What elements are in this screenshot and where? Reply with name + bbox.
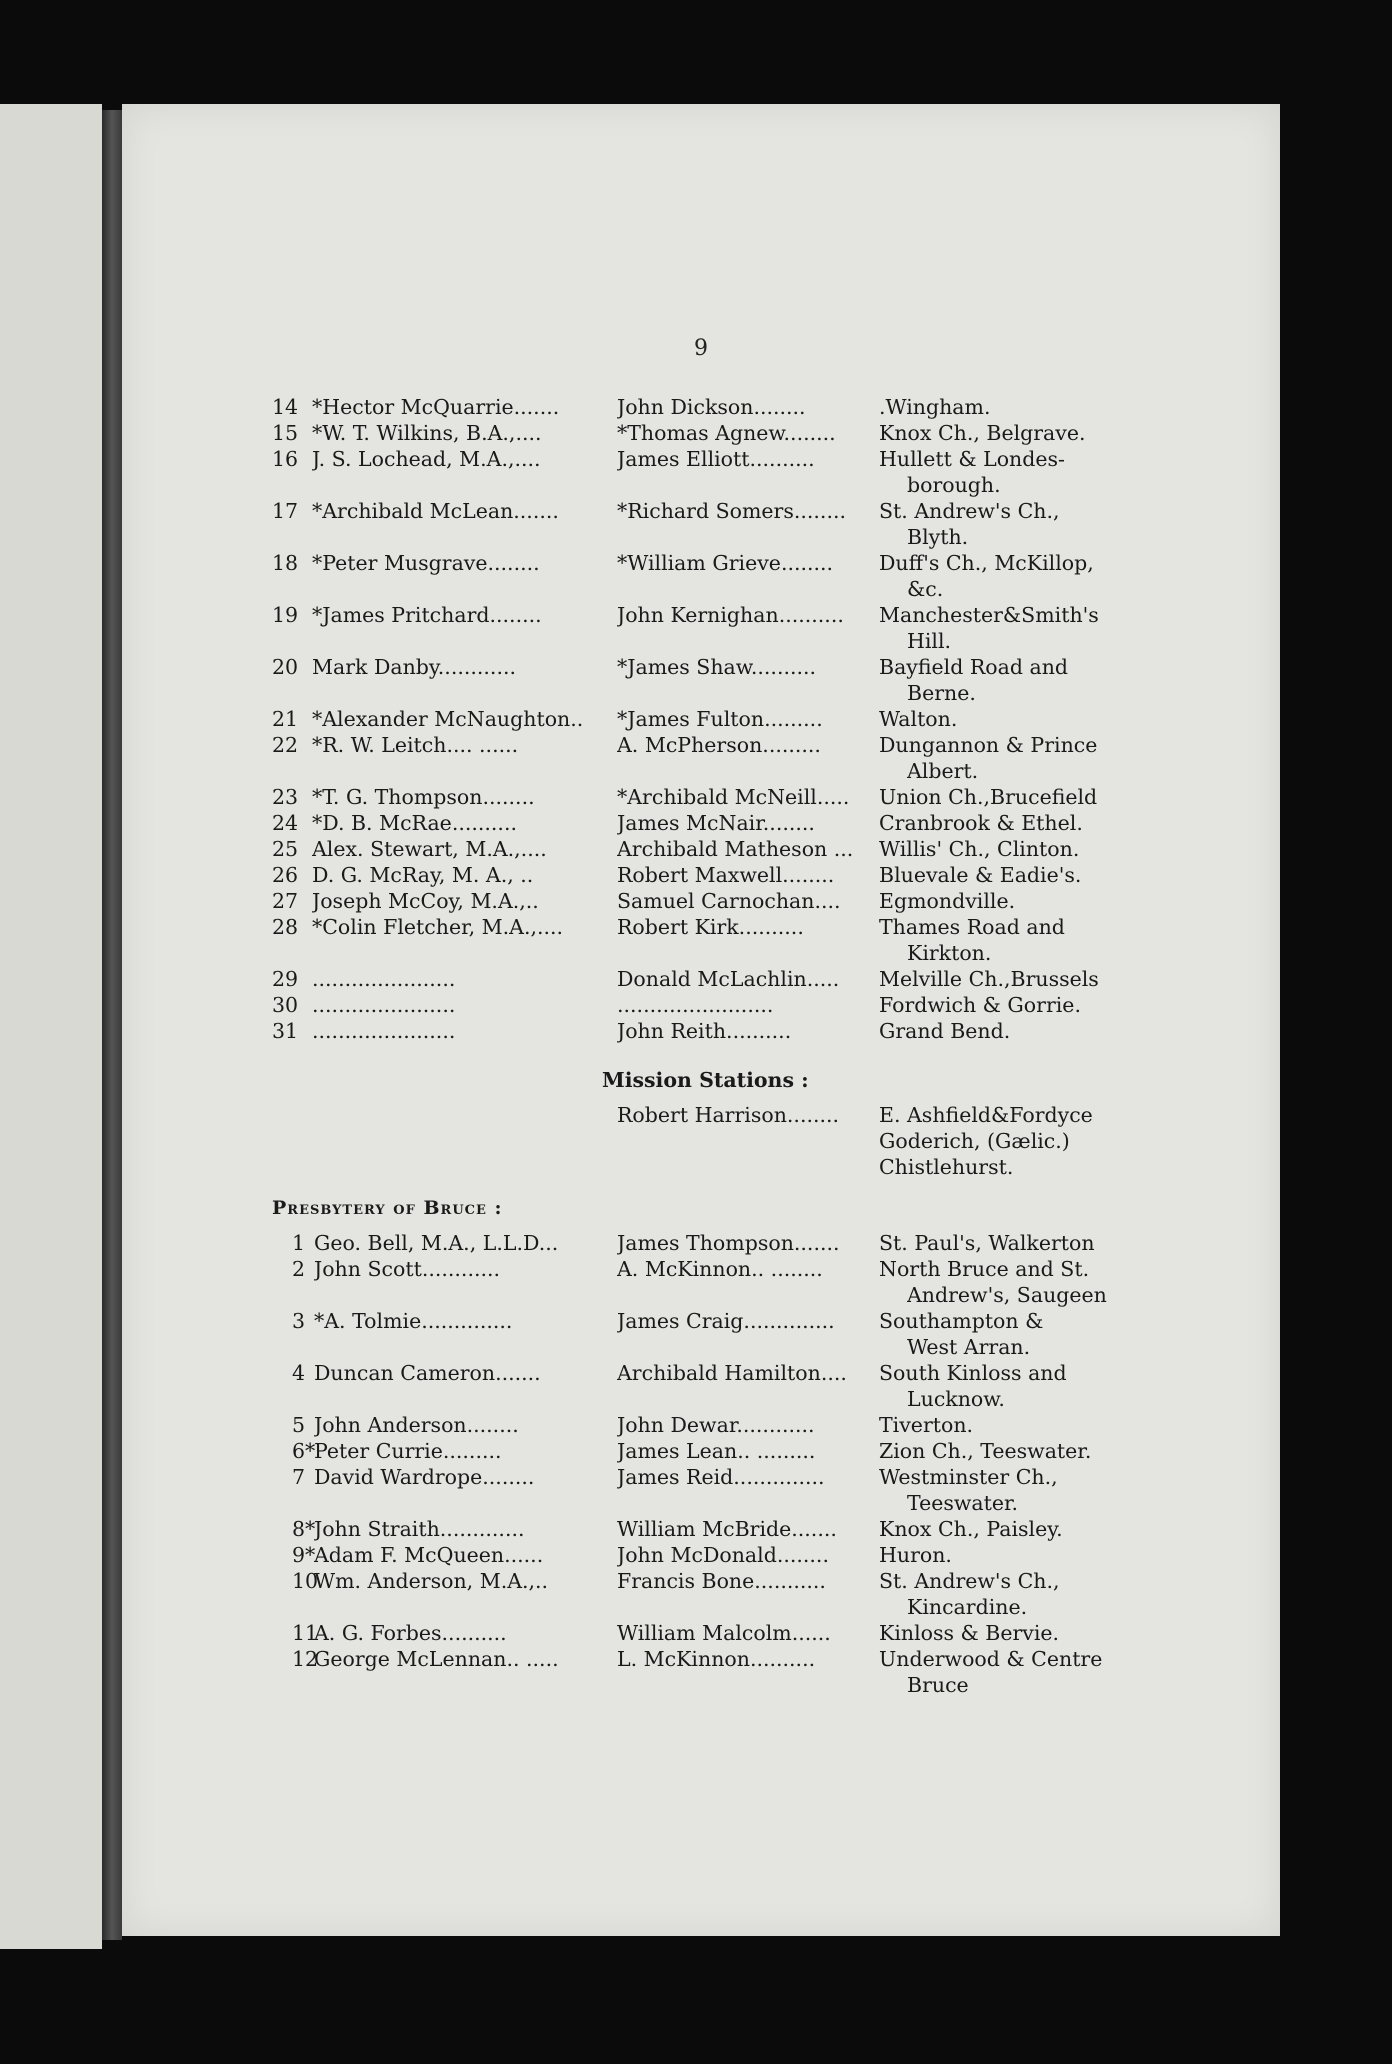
elder-name: John Reith.......... [617, 1019, 792, 1043]
congregation-name: Grand Bend. [879, 1019, 1011, 1043]
congregation-continuation: Berne. [907, 681, 976, 705]
book-gutter [102, 110, 122, 1940]
entry-row [272, 1230, 1132, 1256]
minister-name: *A. Tolmie.............. [314, 1309, 513, 1333]
congregation-name: Fordwich & Gorrie. [879, 993, 1081, 1017]
elder-name: A. McKinnon.. ........ [617, 1257, 823, 1281]
elder-name: James Lean.. ......... [617, 1439, 816, 1463]
huron-entries [272, 394, 1132, 1044]
congregation-continuation: West Arran. [907, 1335, 1031, 1359]
minister-name: Adam F. McQueen...... [314, 1543, 544, 1567]
entry-number: 8* [292, 1517, 316, 1541]
congregation-name: Willis' Ch., Clinton. [879, 837, 1080, 861]
entry-number: 14 [272, 395, 299, 419]
minister-name: D. G. McRay, M. A., .. [312, 863, 534, 887]
entry-number: 15 [272, 421, 299, 445]
entry-continuation [272, 1594, 1132, 1620]
entry-number: 21 [272, 707, 299, 731]
congregation-name: Walton. [879, 707, 958, 731]
presbytery-list [272, 394, 1132, 1698]
minister-name: ...................... [312, 993, 456, 1017]
entry-row [272, 394, 1132, 420]
minister-name: *Colin Fletcher, M.A.,.... [312, 915, 564, 939]
entry-number: 2 [292, 1257, 306, 1281]
congregation-continuation: borough. [907, 473, 1001, 497]
congregation-name: St. Paul's, Walkerton [879, 1231, 1095, 1255]
congregation-continuation: Bruce [907, 1673, 969, 1697]
entry-number: 9* [292, 1543, 316, 1567]
entry-number: 1 [292, 1231, 306, 1255]
entry-row [272, 784, 1132, 810]
entry-number: 30 [272, 993, 299, 1017]
elder-name: L. McKinnon.......... [617, 1647, 816, 1671]
entry-number: 24 [272, 811, 299, 835]
elder-name: Robert Maxwell........ [617, 863, 835, 887]
congregation-continuation: Kirkton. [907, 941, 992, 965]
mission-stations-heading: Mission Stations : [602, 1068, 809, 1092]
bruce-entries [272, 1230, 1132, 1698]
congregation-name: Melville Ch.,Brussels [879, 967, 1099, 991]
entry-row [272, 914, 1132, 940]
congregation-continuation: Kincardine. [907, 1595, 1028, 1619]
minister-name: John Scott............ [314, 1257, 501, 1281]
mission-row [272, 1102, 1132, 1128]
minister-name: *R. W. Leitch.... ...... [312, 733, 519, 757]
entry-row [272, 446, 1132, 472]
congregation-name: Bluevale & Eadie's. [879, 863, 1082, 887]
entry-continuation [272, 1334, 1132, 1360]
entry-continuation [272, 1490, 1132, 1516]
minister-name: George McLennan.. ..... [314, 1647, 559, 1671]
elder-name: James McNair........ [617, 811, 815, 835]
congregation-name: North Bruce and St. [879, 1257, 1090, 1281]
minister-name: *Hector McQuarrie....... [312, 395, 560, 419]
minister-name: John Straith............. [314, 1517, 525, 1541]
congregation-name: Knox Ch., Paisley. [879, 1517, 1063, 1541]
congregation-continuation: Hill. [907, 629, 952, 653]
congregation-name: Westminster Ch., [879, 1465, 1058, 1489]
elder-name: ........................ [617, 993, 774, 1017]
minister-name: Duncan Cameron....... [314, 1361, 541, 1385]
congregation-name: Thames Road and [879, 915, 1065, 939]
entry-continuation [272, 472, 1132, 498]
page-number: 9 [694, 336, 708, 361]
elder-name: Robert Kirk.......... [617, 915, 804, 939]
entry-row [272, 1516, 1132, 1542]
entry-row [272, 1438, 1132, 1464]
entry-number: 5 [292, 1413, 306, 1437]
minister-name: ...................... [312, 1019, 456, 1043]
entry-number: 11 [292, 1621, 319, 1645]
elder-name: James Elliott.......... [617, 447, 815, 471]
entry-continuation [272, 524, 1132, 550]
entry-continuation [272, 1386, 1132, 1412]
entry-continuation [272, 1282, 1132, 1308]
entry-number: 3 [292, 1309, 306, 1333]
entry-row [272, 1464, 1132, 1490]
minister-name: J. S. Lochead, M.A.,.... [312, 447, 541, 471]
entry-row [272, 992, 1132, 1018]
congregation-name: Manchester&Smith's [879, 603, 1099, 627]
entry-number: 22 [272, 733, 299, 757]
entry-number: 20 [272, 655, 299, 679]
elder-name: James Thompson....... [617, 1231, 840, 1255]
mission-row [272, 1154, 1132, 1180]
minister-name: Alex. Stewart, M.A.,.... [312, 837, 547, 861]
congregation-name: Bayfield Road and [879, 655, 1069, 679]
minister-name: *D. B. McRae.......... [312, 811, 517, 835]
entry-number: 29 [272, 967, 299, 991]
entry-row [272, 1568, 1132, 1594]
elder-name: John Kernighan.......... [617, 603, 844, 627]
mission-row [272, 1128, 1132, 1154]
elder-name: William Malcolm...... [617, 1621, 831, 1645]
entry-number: 16 [272, 447, 299, 471]
entry-continuation [272, 680, 1132, 706]
entry-row [272, 1256, 1132, 1282]
entry-number: 18 [272, 551, 299, 575]
congregation-continuation: &c. [907, 577, 944, 601]
elder-name: James Craig.............. [617, 1309, 835, 1333]
congregation-name: South Kinloss and [879, 1361, 1067, 1385]
entry-row [272, 1308, 1132, 1334]
elder-name: *James Shaw.......... [617, 655, 817, 679]
minister-name: Wm. Anderson, M.A.,.. [314, 1569, 549, 1593]
minister-name: John Anderson........ [314, 1413, 519, 1437]
minister-name: David Wardrope........ [314, 1465, 535, 1489]
minister-name: *Peter Musgrave........ [312, 551, 540, 575]
minister-name: *Archibald McLean....... [312, 499, 559, 523]
elder-name: Donald McLachlin..... [617, 967, 840, 991]
minister-name: *T. G. Thompson........ [312, 785, 535, 809]
entry-number: 23 [272, 785, 299, 809]
entry-number: 6* [292, 1439, 316, 1463]
minister-name: *James Pritchard........ [312, 603, 542, 627]
elder-name: Francis Bone........... [617, 1569, 826, 1593]
entry-row [272, 862, 1132, 888]
congregation-name: Cranbrook & Ethel. [879, 811, 1083, 835]
congregation-name: Huron. [879, 1543, 952, 1567]
minister-name: ...................... [312, 967, 456, 991]
elder-name: *Thomas Agnew........ [617, 421, 836, 445]
entry-row [272, 1646, 1132, 1672]
entry-row [272, 888, 1132, 914]
congregation-name: Zion Ch., Teeswater. [879, 1439, 1092, 1463]
congregation-continuation: Albert. [907, 759, 979, 783]
entry-number: 28 [272, 915, 299, 939]
entry-row [272, 602, 1132, 628]
entry-row [272, 836, 1132, 862]
congregation-name: Hullett & Londes- [879, 447, 1065, 471]
congregation-name: Southampton & [879, 1309, 1044, 1333]
document-page [122, 104, 1280, 1936]
elder-name: *Richard Somers........ [617, 499, 846, 523]
mission-line: Chistlehurst. [879, 1155, 1014, 1179]
elder-name: William McBride....... [617, 1517, 837, 1541]
mission-line: E. Ashfield&Fordyce [879, 1103, 1093, 1127]
congregation-name: Egmondville. [879, 889, 1016, 913]
mission-line: Goderich, (Gælic.) [879, 1129, 1070, 1153]
entry-number: 4 [292, 1361, 306, 1385]
elder-name: *Archibald McNeill..... [617, 785, 850, 809]
congregation-name: Duff's Ch., McKillop, [879, 551, 1094, 575]
entry-row [272, 654, 1132, 680]
entry-row [272, 420, 1132, 446]
minister-name: A. G. Forbes.......... [314, 1621, 507, 1645]
entry-number: 17 [272, 499, 299, 523]
entry-row [272, 810, 1132, 836]
minister-name: Mark Danby............ [312, 655, 516, 679]
congregation-name: Dungannon & Prince [879, 733, 1098, 757]
entry-number: 12 [292, 1647, 319, 1671]
entry-continuation [272, 576, 1132, 602]
minister-name: *Alexander McNaughton.. [312, 707, 584, 731]
entry-row [272, 732, 1132, 758]
entry-continuation [272, 940, 1132, 966]
entry-number: 27 [272, 889, 299, 913]
congregation-name: Underwood & Centre [879, 1647, 1103, 1671]
entry-row [272, 706, 1132, 732]
congregation-continuation: Teeswater. [907, 1491, 1019, 1515]
entry-row [272, 1620, 1132, 1646]
elder-name: A. McPherson......... [617, 733, 821, 757]
entry-number: 31 [272, 1019, 299, 1043]
presbytery-of-bruce-heading: Presbytery of Bruce : [272, 1197, 503, 1219]
entry-number: 26 [272, 863, 299, 887]
entry-number: 10 [292, 1569, 319, 1593]
entry-continuation [272, 628, 1132, 654]
congregation-continuation: Blyth. [907, 525, 969, 549]
minister-name: Joseph McCoy, M.A.,.. [312, 889, 539, 913]
congregation-name: St. Andrew's Ch., [879, 499, 1060, 523]
minister-name: Geo. Bell, M.A., L.L.D... [314, 1231, 559, 1255]
entry-number: 19 [272, 603, 299, 627]
entry-row [272, 1360, 1132, 1386]
entry-row [272, 966, 1132, 992]
entry-continuation [272, 1672, 1132, 1698]
entry-continuation [272, 758, 1132, 784]
elder-name: *James Fulton......... [617, 707, 823, 731]
congregation-name: Kinloss & Bervie. [879, 1621, 1060, 1645]
mission-elder: Robert Harrison........ [617, 1103, 840, 1127]
elder-name: Archibald Matheson ... [617, 837, 854, 861]
congregation-name: Knox Ch., Belgrave. [879, 421, 1086, 445]
entry-row [272, 498, 1132, 524]
elder-name: Archibald Hamilton.... [617, 1361, 847, 1385]
minister-name: Peter Currie......... [314, 1439, 502, 1463]
congregation-continuation: Lucknow. [907, 1387, 1005, 1411]
congregation-name: St. Andrew's Ch., [879, 1569, 1060, 1593]
elder-name: Samuel Carnochan.... [617, 889, 841, 913]
entry-row [272, 1542, 1132, 1568]
congregation-name: Tiverton. [879, 1413, 974, 1437]
elder-name: *William Grieve........ [617, 551, 834, 575]
entry-number: 25 [272, 837, 299, 861]
congregation-continuation: Andrew's, Saugeen [907, 1283, 1107, 1307]
entry-row [272, 1412, 1132, 1438]
entry-row [272, 550, 1132, 576]
minister-name: *W. T. Wilkins, B.A.,.... [312, 421, 542, 445]
spacer [272, 1044, 1132, 1058]
congregation-name: Union Ch.,Brucefield [879, 785, 1098, 809]
congregation-name: .Wingham. [879, 395, 991, 419]
facing-page-edge [0, 104, 102, 1949]
elder-name: John Dickson........ [617, 395, 806, 419]
entry-row [272, 1018, 1132, 1044]
elder-name: John Dewar............ [617, 1413, 815, 1437]
entry-number: 7 [292, 1465, 306, 1489]
elder-name: John McDonald........ [617, 1543, 829, 1567]
elder-name: James Reid.............. [617, 1465, 825, 1489]
